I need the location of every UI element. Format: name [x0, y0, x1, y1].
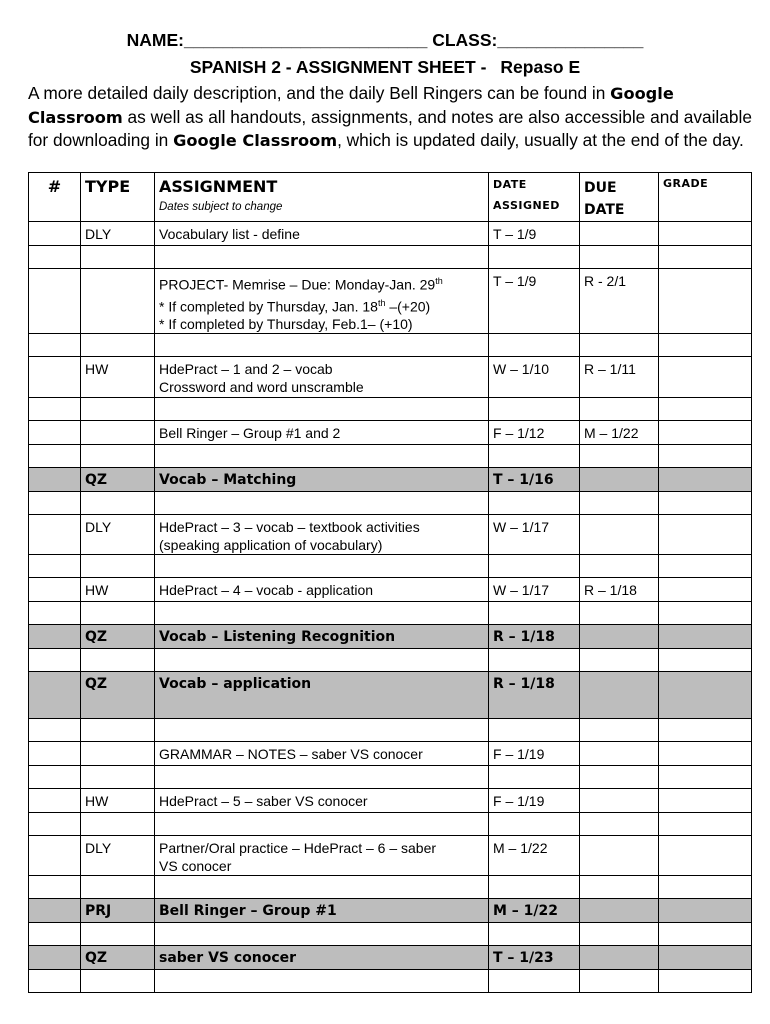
row-type: HW — [81, 357, 155, 398]
row-assignment: Bell Ringer – Group #1 and 2 — [155, 421, 489, 445]
row-assigned: R – 1/18 — [489, 672, 580, 719]
table-row-blank — [29, 813, 752, 836]
project-line-2: * If completed by Thursday, Jan. 18 — [159, 298, 378, 315]
table-row — [29, 578, 752, 602]
row-type: HW — [81, 578, 155, 602]
sheet-title — [0, 57, 770, 78]
dates-note: Dates subject to change — [159, 201, 283, 213]
row-due — [580, 742, 659, 766]
table-row-blank — [29, 649, 752, 672]
row-type — [81, 742, 155, 766]
row-due — [580, 222, 659, 246]
row-type: PRJ — [81, 899, 155, 923]
table-row-blank — [29, 602, 752, 625]
project-line-3: * If completed by Thursday, Feb.1– (+10) — [159, 316, 413, 333]
row-assignment: PROJECT- Memrise – Due: Monday-Jan. 29th * If completed by Thursday, Jan. 18th –(+20) * If completed by Thursday, Feb.1– (+10) — [155, 269, 489, 334]
row-assigned: M – 1/22 — [489, 899, 580, 923]
row-assignment: Vocab – application — [155, 672, 489, 719]
assignment-table — [28, 172, 752, 993]
table-row — [29, 789, 752, 813]
row-type: QZ — [81, 625, 155, 649]
intro-bold-1: Google Classroom — [28, 84, 674, 127]
col-date-assigned-header: DATE ASSIGNED — [489, 173, 580, 222]
row-due: R – 1/18 — [580, 578, 659, 602]
col-type-header: TYPE — [81, 173, 155, 222]
quiz-row — [29, 672, 752, 719]
row-assignment: Partner/Oral practice – HdePract – 6 – saber VS conocer — [155, 836, 489, 876]
row-assigned: T – 1/23 — [489, 946, 580, 970]
row-due — [580, 789, 659, 813]
row-type: DLY — [81, 836, 155, 876]
row-type: DLY — [81, 222, 155, 246]
table-row-blank — [29, 246, 752, 269]
table-row-blank — [29, 398, 752, 421]
table-row-blank — [29, 492, 752, 515]
row-assigned: F – 1/12 — [489, 421, 580, 445]
table-row-blank — [29, 876, 752, 899]
row-assignment: saber VS conocer — [155, 946, 489, 970]
intro-text-1: A more detailed daily description, and the daily Bell Ringers can be found in — [28, 83, 611, 103]
row-type: QZ — [81, 672, 155, 719]
row-due: R - 2/1 — [580, 269, 659, 334]
col-grade-header: GRADE — [659, 173, 752, 222]
intro-text-3: , which is updated daily, usually at the end of the day. — [337, 130, 744, 150]
table-row — [29, 222, 752, 246]
row-assigned: F – 1/19 — [489, 789, 580, 813]
row-due — [580, 836, 659, 876]
table-row-blank — [29, 719, 752, 742]
table-row — [29, 357, 752, 398]
table-row — [29, 515, 752, 555]
row-assignment: Vocab – Listening Recognition — [155, 625, 489, 649]
row-type — [81, 421, 155, 445]
row-type: DLY — [81, 515, 155, 555]
intro-text-2: as well as all handouts, assignments, and notes are also accessible and available for downloading in — [28, 106, 752, 150]
row-assignment: HdePract – 1 and 2 – vocab Crossword and word unscramble — [155, 357, 489, 398]
sheet-title-text: SPANISH 2 - ASSIGNMENT SHEET - — [189, 57, 487, 77]
table-row — [29, 742, 752, 766]
project-line-1: PROJECT- Memrise – Due: Monday-Jan. 29 — [159, 276, 436, 293]
quiz-row — [29, 946, 752, 970]
quiz-row — [29, 625, 752, 649]
row-assignment: Bell Ringer – Group #1 — [155, 899, 489, 923]
sheet-subtitle: Repaso E — [500, 57, 581, 77]
col-num-header: # — [29, 173, 81, 222]
row-due: M – 1/22 — [580, 421, 659, 445]
row-assignment: Vocabulary list - define — [155, 222, 489, 246]
project-row — [29, 899, 752, 923]
row-assigned: R – 1/18 — [489, 625, 580, 649]
row-assigned: F – 1/19 — [489, 742, 580, 766]
table-row — [29, 836, 752, 876]
intro-bold-2: Google Classroom — [173, 131, 338, 150]
table-row-blank — [29, 766, 752, 789]
row-assigned: T – 1/9 — [489, 269, 580, 334]
row-due: R – 1/11 — [580, 357, 659, 398]
row-type: HW — [81, 789, 155, 813]
row-type: QZ — [81, 468, 155, 492]
row-assignment: GRAMMAR – NOTES – saber VS conocer — [155, 742, 489, 766]
table-row — [29, 421, 752, 445]
table-row-blank — [29, 445, 752, 468]
row-assignment: HdePract – 3 – vocab – textbook activities (speaking application of vocabulary) — [155, 515, 489, 555]
quiz-row — [29, 468, 752, 492]
table-row-blank — [29, 555, 752, 578]
row-assigned: W – 1/17 — [489, 515, 580, 555]
intro-paragraph — [28, 82, 758, 153]
table-row — [29, 269, 752, 334]
row-assignment: Vocab – Matching — [155, 468, 489, 492]
table-row-blank — [29, 923, 752, 946]
row-assignment: HdePract – 4 – vocab - application — [155, 578, 489, 602]
row-assignment: HdePract – 5 – saber VS conocer — [155, 789, 489, 813]
row-assigned: M – 1/22 — [489, 836, 580, 876]
row-grade[interactable] — [659, 222, 752, 246]
table-row-blank — [29, 334, 752, 357]
row-type — [81, 269, 155, 334]
name-class-line: NAME:_________________________ CLASS:_______________ — [126, 30, 644, 50]
row-assigned: W – 1/10 — [489, 357, 580, 398]
table-row-blank — [29, 970, 752, 993]
col-assignment-header: ASSIGNMENT Dates subject to change — [155, 173, 489, 222]
row-assigned: T – 1/16 — [489, 468, 580, 492]
row-assigned: W – 1/17 — [489, 578, 580, 602]
row-type: QZ — [81, 946, 155, 970]
row-assigned: T – 1/9 — [489, 222, 580, 246]
col-due-date-header: DUE DATE — [580, 173, 659, 222]
row-due — [580, 515, 659, 555]
header-row — [29, 173, 752, 222]
